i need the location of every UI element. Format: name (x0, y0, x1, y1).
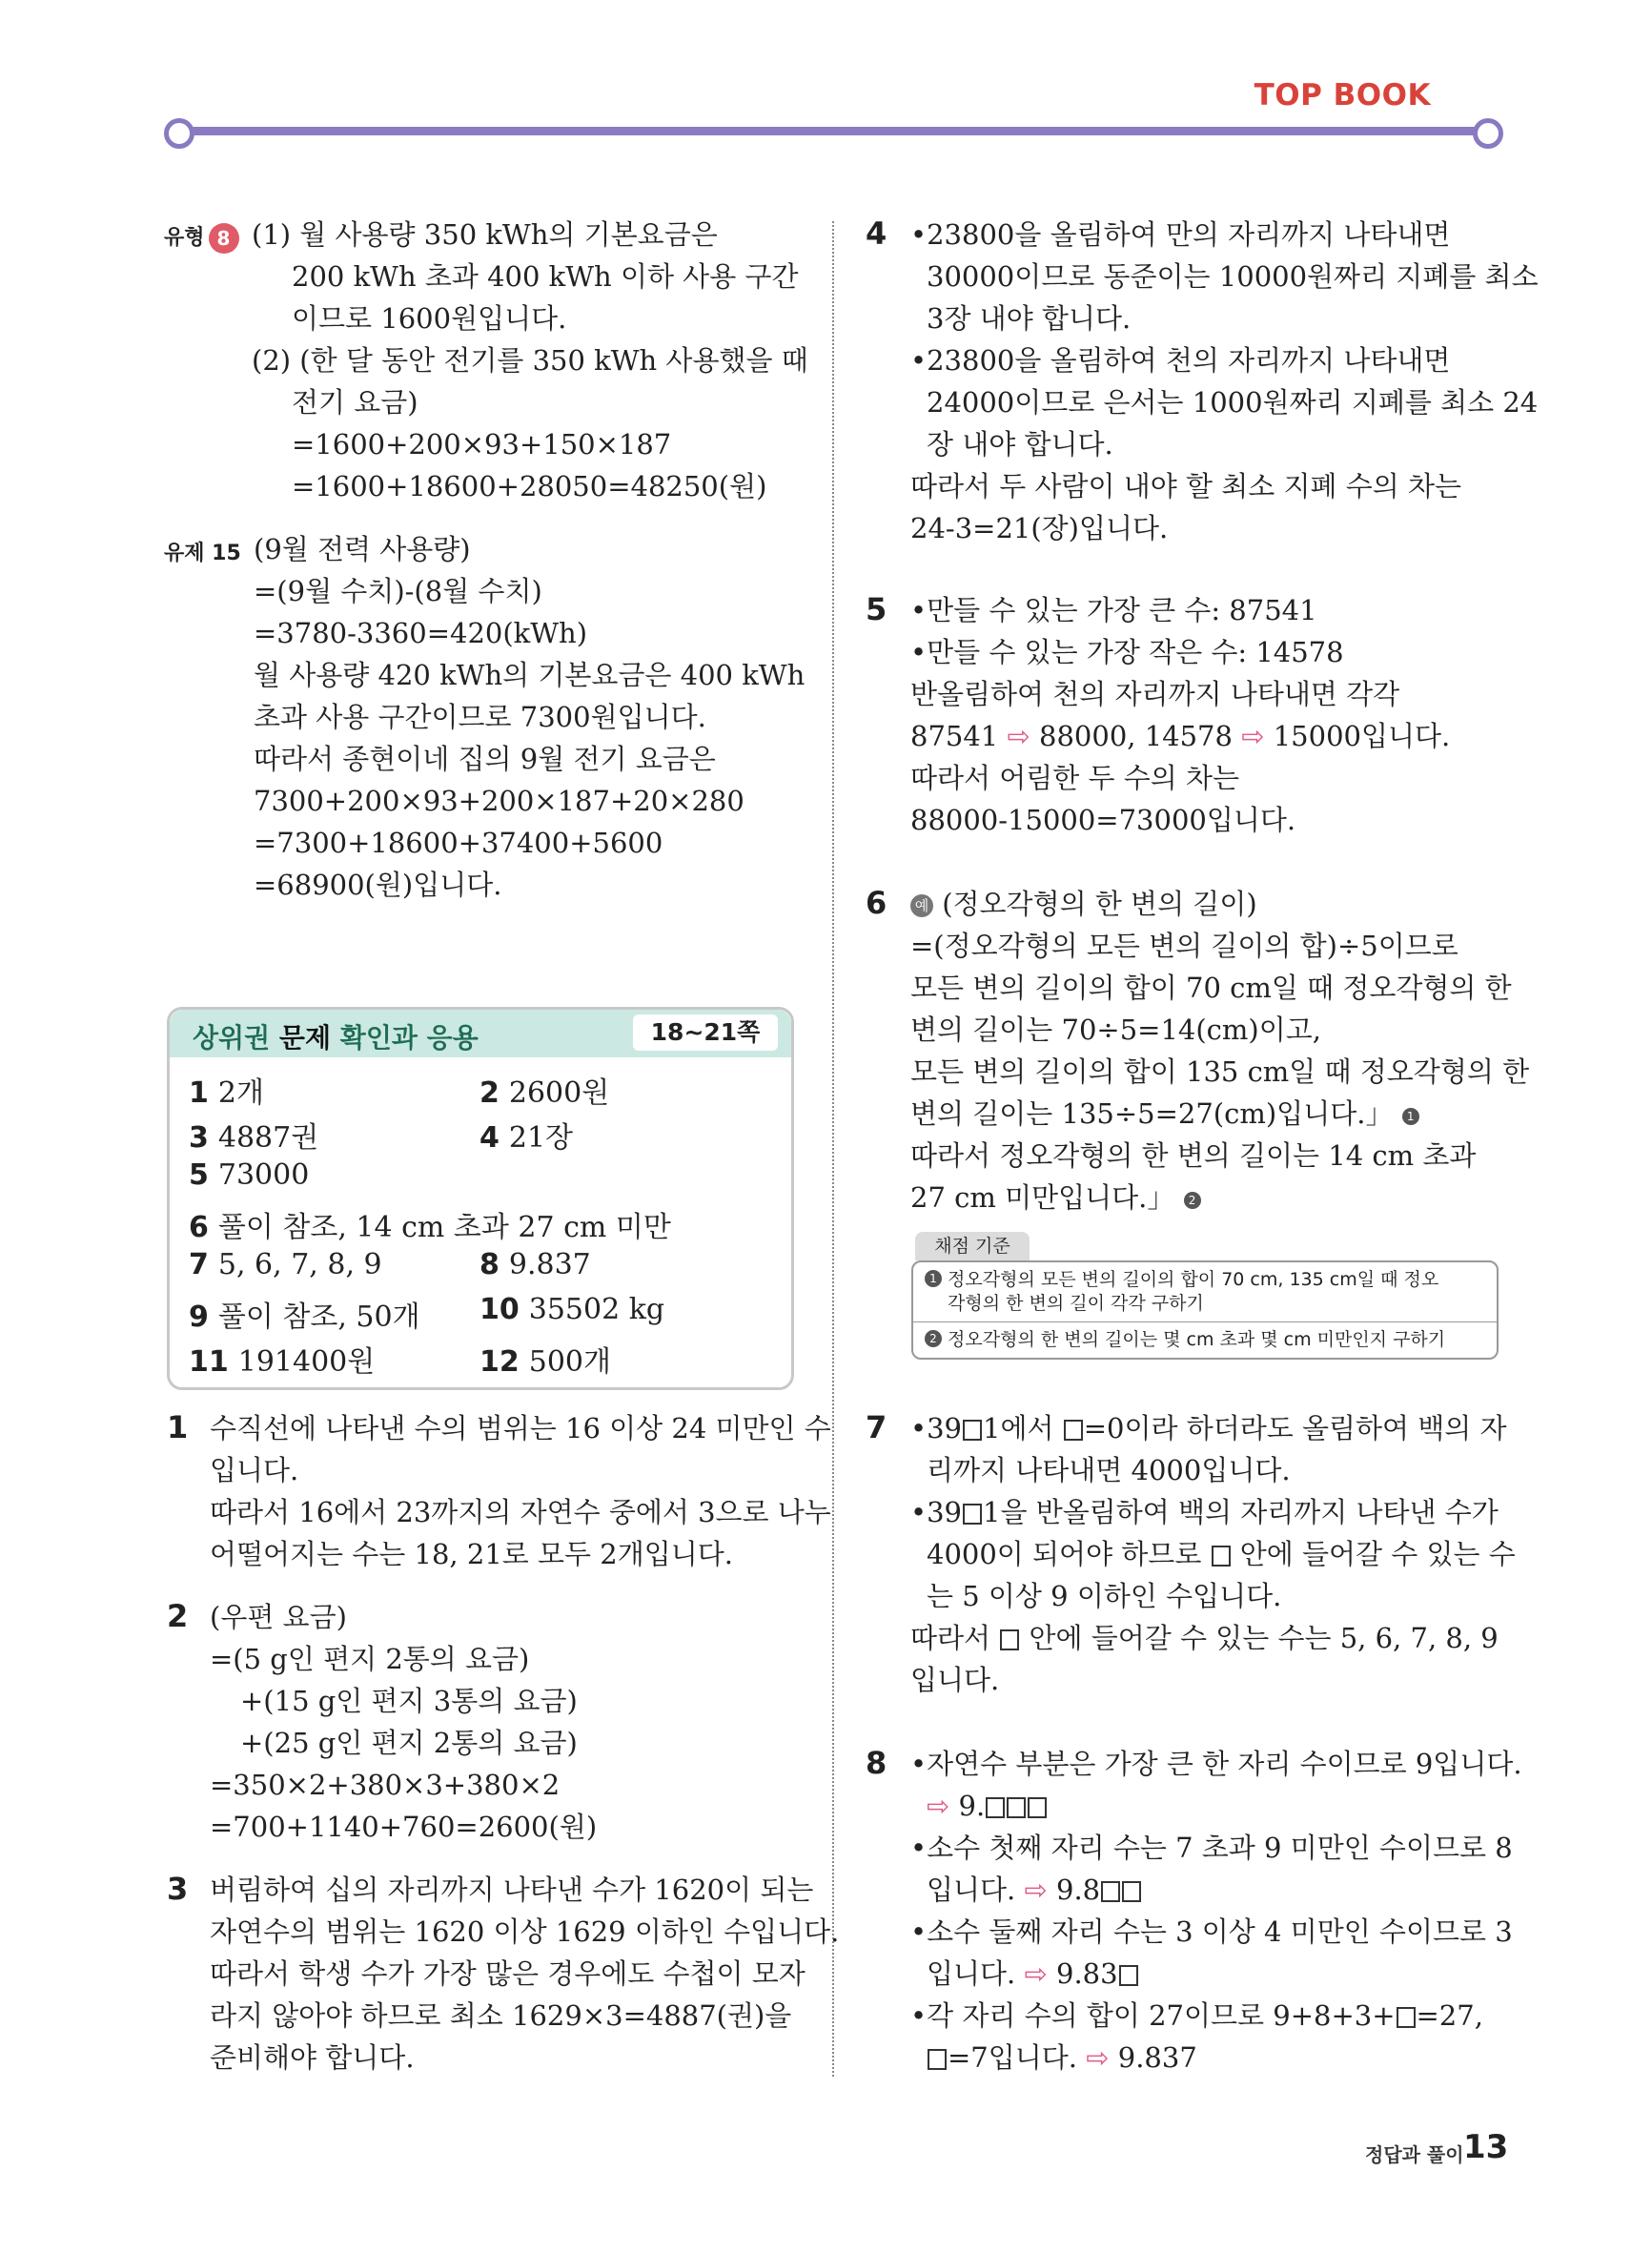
type8-line: =1600+200×93+150×187 (292, 428, 672, 461)
q5-line: 따라서 어림한 두 수의 차는 (910, 762, 1240, 794)
answer-box-title: 상위권 문제 확인과 응용 (193, 1022, 479, 1054)
grading-row-1: 1 정오각형의 모든 변의 길이의 합이 70 cm, 135 cm일 때 정오 각형의 한 변의 길이 각각 구하기 (913, 1262, 1497, 1321)
type8-line: =1600+18600+28050=48250(원) (292, 470, 767, 502)
header-rule-left-dot (164, 118, 194, 149)
answer-summary-box (167, 1007, 794, 1390)
type8-line: (1) 월 사용량 350 kWh의 기본요금은 (252, 218, 718, 251)
ex15-line: (9월 전력 사용량) (254, 533, 471, 565)
q4-line: •23800을 올림하여 만의 자리까지 나타내면 (910, 218, 1451, 251)
type8-line: 200 kWh 초과 400 kWh 이하 사용 구간 (292, 260, 799, 293)
answer-item: 11 191400원 (189, 1345, 376, 1379)
q6-line: 모든 변의 길이의 합이 70 cm일 때 정오각형의 한 (910, 972, 1512, 1004)
q4-line: 24000이므로 은서는 1000원짜리 지폐를 최소 24 (927, 386, 1539, 419)
q6-line: 예 (정오각형의 한 변의 길이) (910, 883, 1257, 925)
q1-line: 따라서 16에서 23까지의 자연수 중에서 3으로 나누 (210, 1496, 831, 1528)
page-number: 13 (1463, 2128, 1509, 2166)
answer-item: 10 35502 kg (479, 1293, 665, 1326)
q8-line: •자연수 부분은 가장 큰 한 자리 수이므로 9입니다. (910, 1748, 1522, 1780)
q4-line: 따라서 두 사람이 내야 할 최소 지폐 수의 차는 (910, 470, 1461, 502)
arrow-icon: ⇨ (1086, 2041, 1110, 2074)
header-rule-right-dot (1473, 118, 1503, 149)
answer-item: 12 500개 (479, 1345, 611, 1379)
blank-box (1122, 1881, 1141, 1902)
ex15-line: =7300+18600+37400+5600 (254, 827, 663, 859)
q4-line: 24-3=21(장)입니다. (910, 512, 1169, 544)
question-number: 5 (866, 591, 887, 627)
blank-box (1000, 1629, 1019, 1650)
question-number: 7 (866, 1409, 887, 1445)
grading-criteria-table (911, 1260, 1499, 1360)
brand-title: TOP BOOK (1254, 78, 1431, 113)
q1-line: 어떨어지는 수는 18, 21로 모두 2개입니다. (210, 1538, 733, 1570)
q3-line: 버림하여 십의 자리까지 나타낸 수가 1620이 되는 (210, 1874, 814, 1906)
q3-line: 자연수의 범위는 1620 이상 1629 이하인 수입니다. (210, 1915, 840, 1948)
q2-line: +(15 g인 편지 3통의 요금) (240, 1685, 578, 1717)
arrow-icon: ⇨ (1024, 1957, 1048, 1990)
example-mark-icon: 예 (910, 894, 933, 917)
blank-box (1028, 1797, 1047, 1818)
answer-item: 9 풀이 참조, 50개 (189, 1301, 420, 1334)
arrow-icon: ⇨ (1007, 720, 1030, 752)
arrow-icon: ⇨ (927, 1790, 950, 1822)
q6-line: 모든 변의 길이의 합이 135 cm일 때 정오각형의 한 (910, 1055, 1530, 1088)
q7-line: 입니다. (910, 1664, 1000, 1696)
q1-line: 수직선에 나타낸 수의 범위는 16 이상 24 미만인 수 (210, 1412, 831, 1444)
blank-box (1397, 2007, 1416, 2028)
q3-line: 라지 않아야 하므로 최소 1629×3=4887(권)을 (210, 1999, 792, 2032)
question-number: 3 (167, 1871, 189, 1907)
blank-box (1119, 1965, 1138, 1986)
q1-line: 입니다. (210, 1454, 299, 1486)
answer-item: 8 9.837 (479, 1248, 591, 1281)
footer-label: 정답과 풀이 (1365, 2143, 1464, 2166)
q2-line: +(25 g인 편지 2통의 요금) (240, 1727, 578, 1759)
q7-line: 따라서 안에 들어갈 수 있는 수는 5, 6, 7, 8, 9 (910, 1622, 1499, 1654)
question-number: 1 (167, 1409, 189, 1445)
q4-line: 30000이므로 동준이는 10000원짜리 지폐를 최소 (927, 260, 1539, 293)
q2-line: =350×2+380×3+380×2 (210, 1769, 561, 1801)
q7-line: 는 5 이상 9 이하인 수입니다. (927, 1580, 1282, 1612)
q5-line: •만들 수 있는 가장 작은 수: 14578 (910, 636, 1344, 668)
q8-line: =7입니다. ⇨ 9.837 (927, 2037, 1197, 2079)
q8-line: •소수 첫째 자리 수는 7 초과 9 미만인 수이므로 8 (910, 1832, 1513, 1864)
q8-line: 입니다. ⇨ 9.8 (927, 1869, 1142, 1911)
q8-line: •소수 둘째 자리 수는 3 이상 4 미만인 수이므로 3 (910, 1915, 1513, 1948)
q8-line: 입니다. ⇨ 9.83 (927, 1953, 1139, 1995)
answer-box-header (170, 1010, 791, 1057)
q7-line: 4000이 되어야 하므로 안에 들어갈 수 있는 수 (927, 1538, 1516, 1570)
ex15-line: 월 사용량 420 kWh의 기본요금은 400 kWh (254, 659, 806, 691)
q8-line: •각 자리 수의 합이 27이므로 9+8+3+ =27, (910, 1999, 1483, 2032)
q5-line: •만들 수 있는 가장 큰 수: 87541 (910, 594, 1317, 626)
blank-box (963, 1504, 982, 1525)
type-number-badge: 8 (209, 223, 239, 254)
answer-item: 3 4887권 (189, 1121, 319, 1155)
question-number: 8 (866, 1745, 887, 1781)
blank-box (928, 2049, 947, 2070)
ex15-line: =3780-3360=420(kWh) (254, 617, 588, 649)
q7-line: •39 1을 반올림하여 백의 자리까지 나타낸 수가 (910, 1496, 1499, 1528)
header-rule (176, 127, 1484, 135)
ex15-line: =(9월 수치)-(8월 수치) (254, 575, 542, 607)
type8-line: 이므로 1600원입니다. (292, 302, 567, 335)
type8-line: (2) (한 달 동안 전기를 350 kWh 사용했을 때 (252, 344, 808, 377)
q3-line: 준비해야 합니다. (210, 2041, 415, 2074)
answer-item: 4 21장 (479, 1121, 574, 1155)
arrow-icon: ⇨ (1241, 720, 1265, 752)
q2-line: =(5 g인 편지 2통의 요금) (210, 1643, 530, 1675)
type8-line: 전기 요금) (292, 386, 418, 419)
grading-criteria-label: 채점 기준 (915, 1232, 1030, 1260)
grading-row-2: 2 정오각형의 한 변의 길이는 몇 cm 초과 몇 cm 미만인지 구하기 (913, 1321, 1497, 1358)
q4-line: 3장 내야 합니다. (927, 302, 1132, 335)
q6-line: =(정오각형의 모든 변의 길이의 합)÷5이므로 (910, 930, 1458, 962)
answer-item: 6 풀이 참조, 14 cm 초과 27 cm 미만 (189, 1211, 671, 1244)
step-2-marker: 2 (1184, 1192, 1201, 1209)
answer-item: 7 5, 6, 7, 8, 9 (189, 1248, 382, 1281)
q4-line: 장 내야 합니다. (927, 428, 1113, 461)
step-1-marker: 1 (1402, 1108, 1419, 1125)
q4-line: •23800을 올림하여 천의 자리까지 나타내면 (910, 344, 1451, 377)
q5-line: 87541 ⇨ 88000, 14578 ⇨ 15000입니다. (910, 720, 1451, 752)
blank-box (1212, 1546, 1231, 1567)
question-number: 2 (167, 1598, 189, 1634)
answer-item: 2 2600원 (479, 1076, 610, 1110)
q3-line: 따라서 학생 수가 가장 많은 경우에도 수첩이 모자 (210, 1957, 806, 1990)
answer-item: 5 73000 (189, 1158, 310, 1192)
question-number: 6 (866, 885, 887, 921)
answer-item: 1 2개 (189, 1076, 264, 1110)
ex15-line: 7300+200×93+200×187+20×280 (254, 785, 744, 817)
arrow-icon: ⇨ (1024, 1874, 1048, 1906)
q7-line: •39 1에서 =0이라 하더라도 올림하여 백의 자 (910, 1412, 1507, 1444)
blank-box (1064, 1420, 1083, 1441)
q6-line: 변의 길이는 70÷5=14(cm)이고, (910, 1014, 1321, 1046)
column-divider (832, 221, 834, 2077)
ex15-line: 초과 사용 구간이므로 7300원입니다. (254, 701, 706, 733)
ex15-line: =68900(원)입니다. (254, 869, 502, 901)
question-number: 4 (866, 215, 887, 252)
answer-box-pages: 18~21쪽 (633, 1014, 778, 1051)
q6-line: 따라서 정오각형의 한 변의 길이는 14 cm 초과 (910, 1139, 1477, 1172)
q2-line: =700+1140+760=2600(원) (210, 1811, 598, 1843)
type-tag: 유형 8 (164, 221, 239, 254)
blank-box (1007, 1797, 1026, 1818)
q8-line: ⇨ 9. (927, 1785, 1048, 1827)
blank-box (1101, 1881, 1120, 1902)
blank-box (986, 1797, 1005, 1818)
q6-line: 변의 길이는 135÷5=27(cm)입니다.」 1 (910, 1093, 1419, 1135)
q5-line: 반올림하여 천의 자리까지 나타내면 각각 (910, 678, 1400, 710)
ex15-line: 따라서 종현이네 집의 9월 전기 요금은 (254, 743, 716, 775)
q7-line: 리까지 나타내면 4000입니다. (927, 1454, 1291, 1486)
q2-line: (우편 요금) (210, 1601, 347, 1633)
q5-line: 88000-15000=73000입니다. (910, 804, 1296, 836)
blank-box (963, 1420, 982, 1441)
q6-line: 27 cm 미만입니다.」 2 (910, 1177, 1201, 1219)
exercise-tag: 유제 15 (164, 542, 241, 565)
